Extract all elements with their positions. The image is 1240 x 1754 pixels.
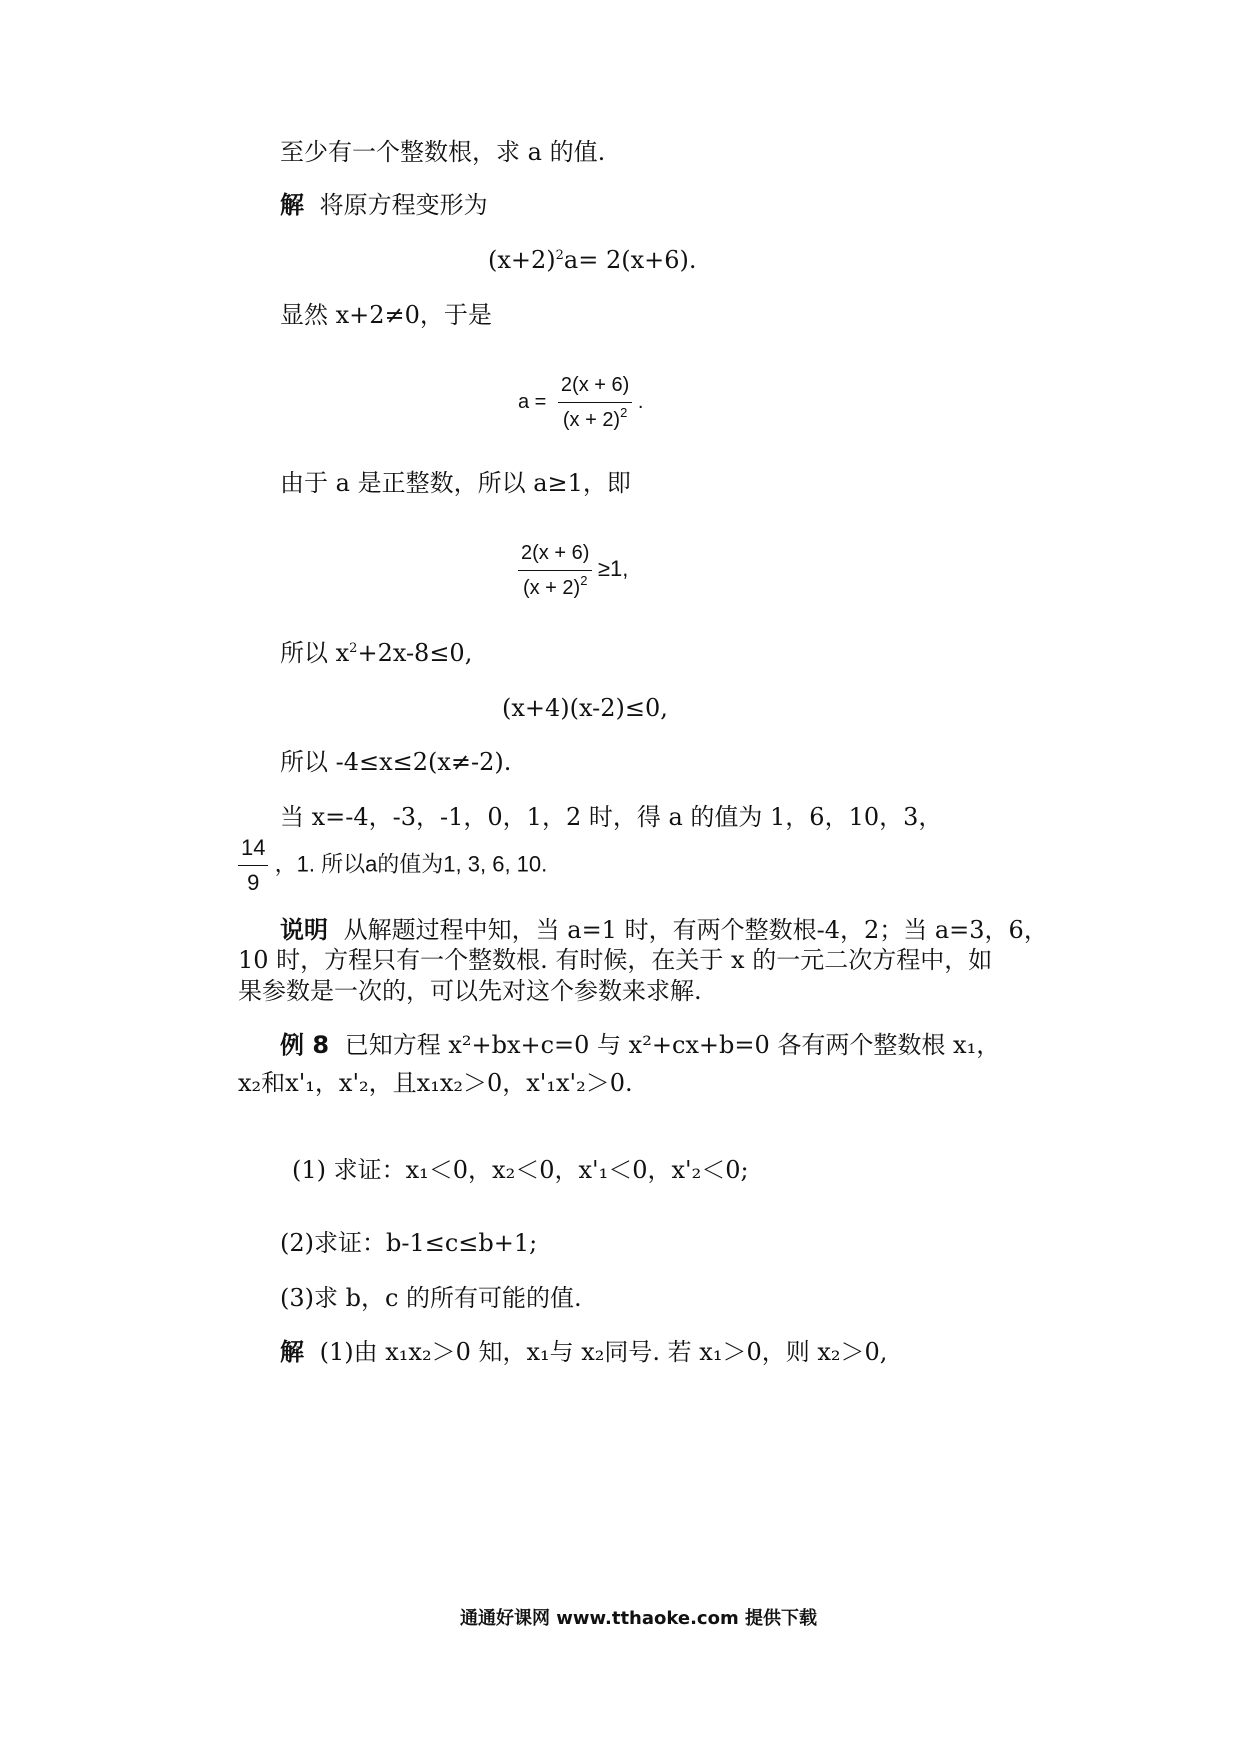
note-text: 从解题过程中知，当 a=1 时，有两个整数根-4，2；当 a=3，6，: [343, 916, 1048, 944]
text-line-18: [280, 1337, 887, 1367]
solution-intro: 将原方程变形为: [319, 191, 488, 219]
den-exponent: 2: [580, 573, 588, 588]
example-text: 已知方程 x²+bx+c=0 与 x²+cx+b=0 各有两个整数根 x₁，: [344, 1031, 1001, 1059]
solution-text: (1)由 x₁x₂＞0 知，x₁与 x₂同号. 若 x₁＞0，则 x₂＞0,: [319, 1338, 888, 1366]
equation-transform: [488, 245, 697, 275]
text-line-1: 至少有一个整数根，求 a 的值.: [280, 138, 606, 166]
text-line-11: 10 时，方程只有一个整数根. 有时候，在关于 x 的一元二次方程中，如: [238, 946, 993, 974]
part-3: (3)求 b，c 的所有可能的值.: [280, 1284, 582, 1312]
text-line-13: [280, 1030, 1000, 1060]
text-line-5: 由于 a 是正整数，所以 a≥1，即: [280, 469, 631, 497]
text-line-2: [280, 190, 488, 220]
text-line-4: 显然 x+2≠0，于是: [280, 301, 492, 329]
numerator: 14: [238, 833, 268, 866]
formula-tail: .: [637, 390, 644, 413]
example-label: 例 8: [280, 1031, 330, 1059]
numerator: 2(x + 6): [518, 538, 592, 571]
text-line-6: [280, 638, 472, 668]
formula-tail: ，1. 所以a的值为1, 3, 6, 10.: [274, 851, 548, 877]
footer: 通通好课网 www.tthaoke.com 提供下载: [460, 1608, 817, 1629]
text-line-8: 所以 -4≤x≤2(x≠-2).: [280, 748, 512, 776]
eq-exponent: 2: [555, 248, 564, 263]
part-2: (2)求证：b-1≤c≤b+1;: [280, 1229, 538, 1257]
text-line-10: [280, 915, 1048, 945]
text-line-12: 果参数是一次的，可以先对这个参数来求解.: [238, 977, 702, 1005]
solution-label: 解: [280, 1338, 304, 1366]
fraction: [558, 370, 632, 435]
fraction-14-9: [238, 833, 268, 898]
solution-label: 解: [280, 191, 304, 219]
den-base: (x + 2): [522, 577, 581, 599]
eq-part: a= 2(x+6).: [563, 246, 697, 274]
fraction: [518, 538, 592, 603]
formula-inequality: [518, 538, 628, 603]
formula-tail: ≥1,: [597, 555, 629, 581]
denominator: [520, 571, 590, 603]
formula-lhs: a =: [518, 390, 547, 413]
den-base: (x + 2): [562, 409, 621, 431]
text-line-9: 当 x=-4，-3，-1，0，1，2 时，得 a 的值为 1，6，10，3，: [280, 803, 943, 831]
formula-a: [518, 370, 643, 435]
denominator: [560, 403, 630, 435]
exponent: 2: [349, 641, 358, 656]
formula-values: [238, 833, 547, 898]
part-1: (1) 求证：x₁＜0，x₂＜0，x'₁＜0，x'₂＜0;: [292, 1156, 749, 1184]
denominator: 9: [247, 870, 260, 895]
note-label: 说明: [280, 916, 328, 944]
text-part: +2x-8≤0,: [357, 639, 473, 667]
text-line-14: x₂和x'₁，x'₂，且x₁x₂＞0，x'₁x'₂＞0.: [238, 1069, 633, 1097]
den-exponent: 2: [620, 405, 628, 420]
equation-factored: (x+4)(x-2)≤0,: [502, 694, 668, 722]
numerator: 2(x + 6): [558, 370, 632, 403]
text-part: 所以 x: [280, 639, 350, 667]
eq-part: (x+2): [488, 246, 556, 274]
